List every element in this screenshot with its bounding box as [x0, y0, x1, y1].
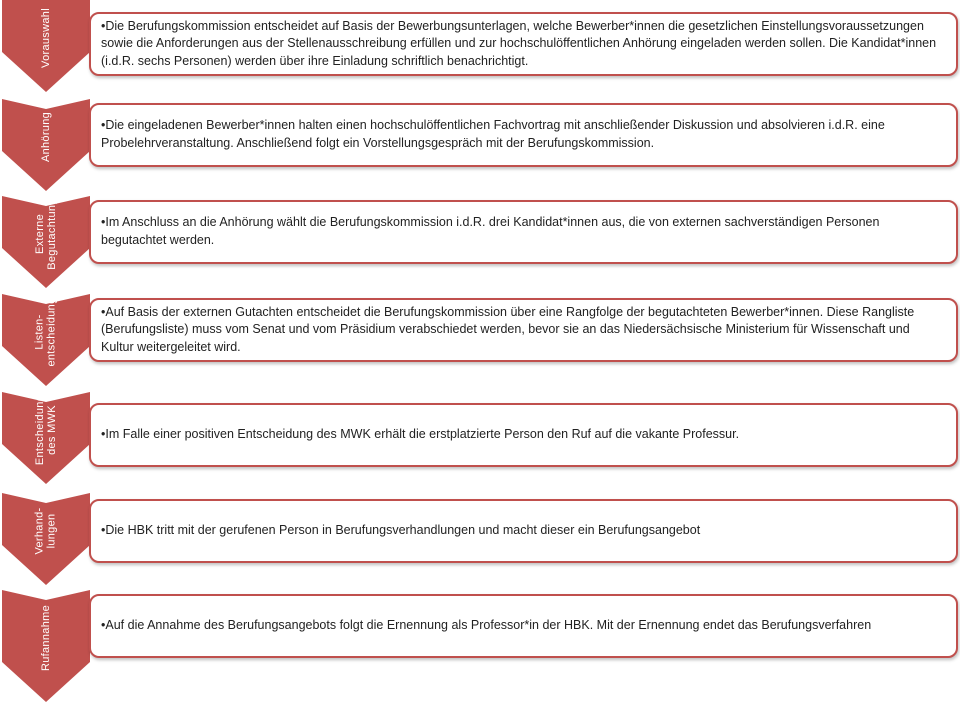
- step-description-box: [89, 298, 958, 362]
- step-label: Externe Begutachtung: [34, 198, 58, 270]
- step-description: •Auf Basis der externen Gutachten entscheidet die Berufungskommission über eine Rangfolge der begutachteten Bewerber*innen. Diese Rangliste (Berufungsliste) muss vom Senat und vom Präsidium verabschiedet werden, bevor sie an das Niedersächsische Ministerium für Wissenschaft und Kultur weitergeleitet wird.: [101, 304, 915, 354]
- step-chevron: [2, 0, 90, 92]
- step-description: •Die HBK tritt mit der gerufenen Person in Berufungsverhandlungen und macht dieser ein Berufungsangebot: [101, 523, 701, 538]
- step-label: Rufannahme: [40, 605, 52, 671]
- step-chevron: [2, 196, 90, 288]
- step-chevron: [2, 493, 90, 585]
- step-chevron: [2, 392, 90, 484]
- step-chevron: [2, 294, 90, 386]
- step-description-box: [89, 499, 958, 563]
- step-description: •Auf die Annahme des Berufungsangebots folgt die Ernennung als Professor*in der HBK. Mit der Ernennung endet das Berufungsverfahren: [101, 618, 872, 633]
- step-label: Anhörung: [39, 111, 52, 163]
- step-description-box: [89, 103, 958, 167]
- step-label: Listen- entscheidung: [33, 297, 58, 367]
- step-chevron: [2, 99, 90, 191]
- step-description: •Die eingeladenen Bewerber*innen halten einen hochschulöffentlichen Fachvortrag mit anschließender Diskussion und absolvieren i.d.R. eine Probelehrveranstaltung. Anschließend folgt ein Vorstellungsgespräch mit der Berufungskommission.: [101, 118, 885, 150]
- step-description: •Im Anschluss an die Anhörung wählt die Berufungskommission i.d.R. drei Kandidat*innen aus, die von externen sachverständigen Personen begutachtet werden.: [101, 215, 880, 247]
- step-description-box: [89, 200, 958, 264]
- step-description: •Im Falle einer positiven Entscheidung des MWK erhält die erstplatzierte Person den Ruf auf die vakante Professur.: [101, 427, 740, 442]
- step-description-box: [89, 403, 958, 467]
- step-label: Vorauswahl: [40, 8, 52, 68]
- step-description-box: [89, 594, 958, 658]
- step-description: •Die Berufungskommission entscheidet auf Basis der Bewerbungsunterlagen, welche Bewerber*innen die gesetzlichen Einstellungsvoraussetzungen sowie die Anforderungen aus der Stellenausschreibung erfüllen und zur hochschulöffentlichen Anhörung eingeladen werden sollen. Die Kandidat*innen (i.d.R. sechs Personen) werden über ihre Einladung schriftlich benachrichtigt.: [101, 18, 937, 68]
- step-label: Verhand- lungen: [33, 507, 58, 555]
- step-chevron: [2, 590, 90, 682]
- step-label: Entscheidung des MWK: [33, 394, 58, 466]
- step-description-box: [89, 12, 958, 76]
